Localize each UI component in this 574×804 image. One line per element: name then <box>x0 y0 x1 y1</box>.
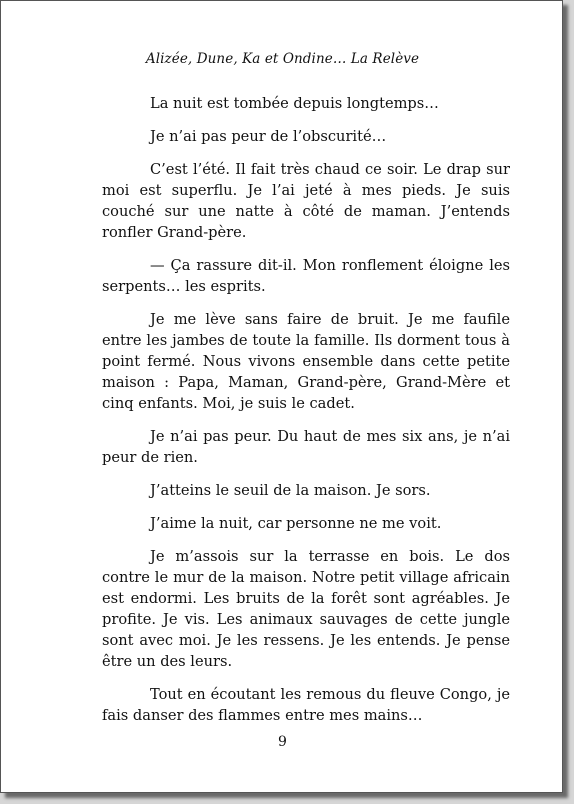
paragraph: La nuit est tombée depuis longtemps… <box>150 95 439 112</box>
dialogue-paragraph: — Ça rassure dit-il. Mon ronflement éloigne les serpents… les esprits. <box>102 257 510 295</box>
running-header: Alizée, Dune, Ka et Ondine… La Relève <box>145 51 420 67</box>
page-number: 9 <box>278 734 287 750</box>
paragraph: J’aime la nuit, car personne ne me voit. <box>150 515 442 532</box>
paragraph: J’atteins le seuil de la maison. Je sors. <box>150 482 431 499</box>
paragraph: Je m’assois sur la terrasse en bois. Le dos contre le mur de la maison. Notre petit village africain est endormi. Les bruits de la forêt sont agréables. Je profite. Je vis. Les animaux sauvages de cette jungle sont avec moi. Je les ressens. Je les entends. Je pense être un des leurs. <box>102 548 510 670</box>
paragraph: C’est l’été. Il fait très chaud ce soir. Le drap sur moi est superflu. Je l’ai jeté à mes pieds. Je suis couché sur une natte à côté de maman. J’entends ronfler Grand-père. <box>102 161 510 241</box>
paragraph: Tout en écoutant les remous du fleuve Congo, je fais danser des flammes entre mes mains… <box>102 686 510 724</box>
paragraph: Je n’ai pas peur. Du haut de mes six ans, je n’ai peur de rien. <box>102 428 510 466</box>
paragraph: Je n’ai pas peur de l’obscurité… <box>150 128 387 145</box>
paragraph: Je me lève sans faire de bruit. Je me faufile entre les jambes de toute la famille. Ils dorment tous à point fermé. Nous vivons ensemble dans cette petite maison : Papa, Maman, Grand-père, Grand-Mère et cinq enfants. Moi, je suis le cadet. <box>102 311 510 412</box>
page-body <box>102 93 510 738</box>
